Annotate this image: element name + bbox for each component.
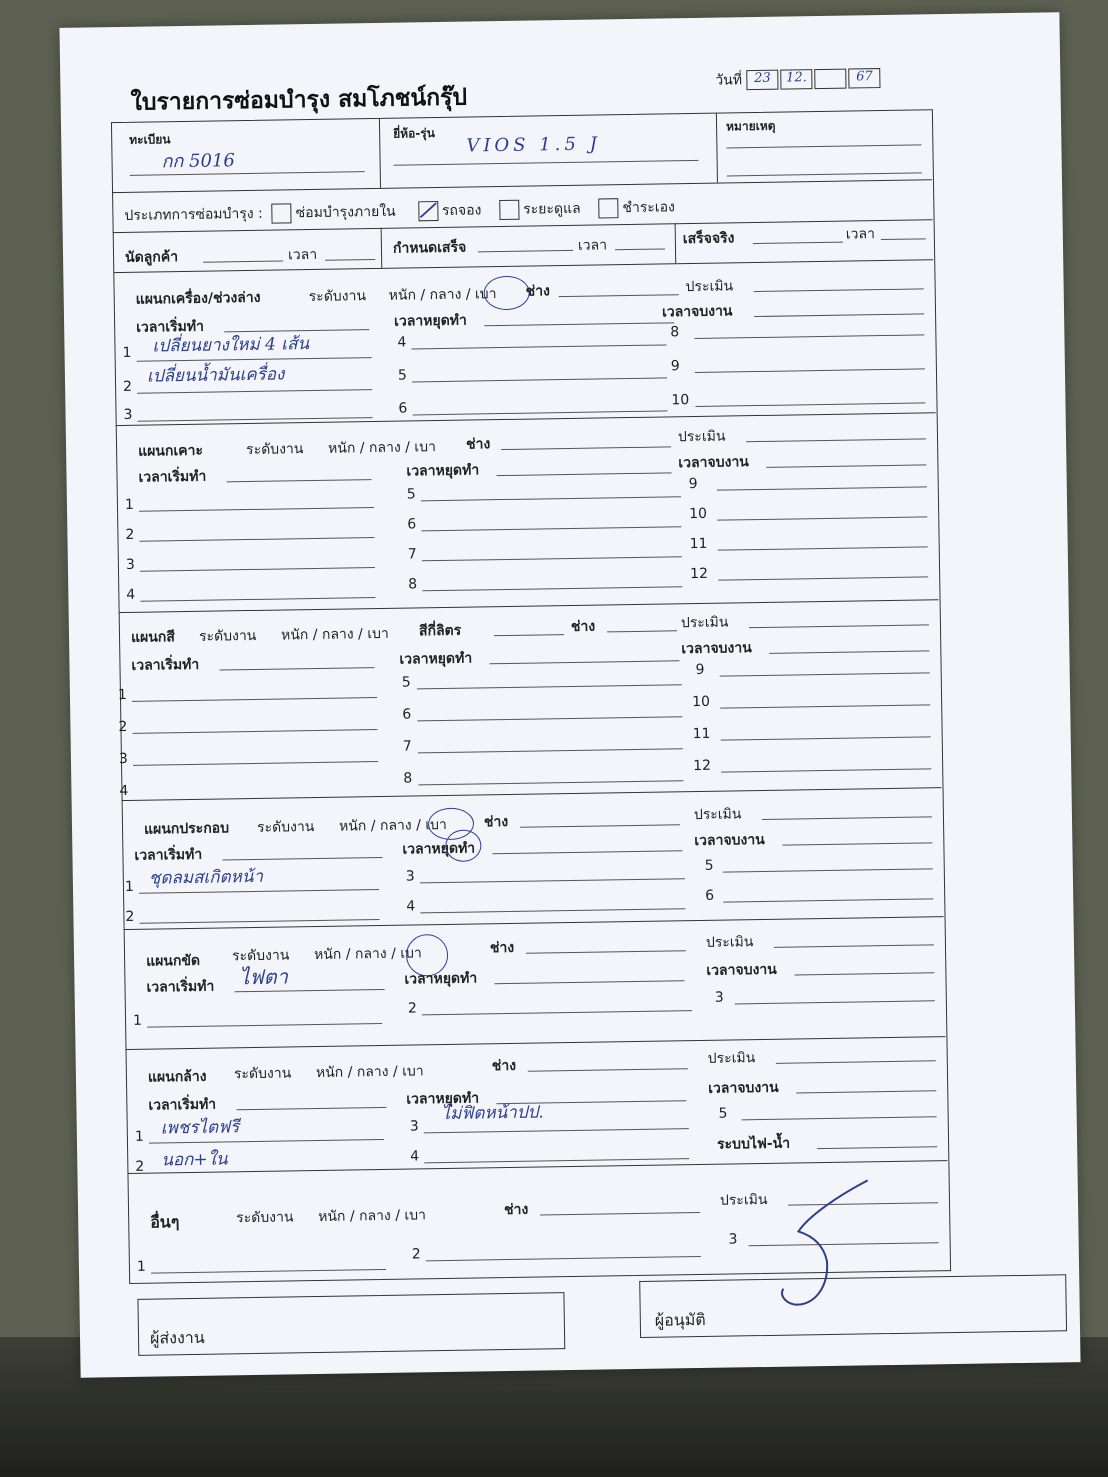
body-num-9: 9 <box>688 475 698 493</box>
polish-levels: หนัก / กลาง / เบา <box>313 945 422 964</box>
wash-entry-1[interactable]: เพชรไตฟรี <box>160 1117 240 1139</box>
engine-level-label: ระดับงาน <box>308 288 367 306</box>
assembly-num-3: 3 <box>405 868 415 885</box>
option-selfpay: ชำระเอง <box>622 199 676 217</box>
checkbox-internal[interactable] <box>272 203 292 223</box>
engine-num-9: 9 <box>670 358 680 375</box>
other-num-2: 2 <box>411 1246 421 1263</box>
wash-eval-label: ประเมิน <box>707 1050 756 1067</box>
wash-entry-3[interactable]: ไม่ฟิตหน้าปป. <box>441 1102 544 1125</box>
other-eval-label: ประเมิน <box>719 1191 768 1209</box>
engine-num-3: 3 <box>123 406 133 423</box>
engine-pause-label: เวลาหยุดทำ <box>393 312 467 330</box>
engine-tech-label: ช่าง <box>525 283 550 300</box>
actual-time-label: เวลา <box>845 226 876 243</box>
body-num-1: 1 <box>124 496 135 513</box>
appointment-time-label: เวลา <box>287 246 318 264</box>
actual-label: เสร็จจริง <box>682 230 735 248</box>
assembly-num-1: 1 <box>124 878 135 896</box>
engine-num-8: 8 <box>670 324 680 341</box>
other-num-3: 3 <box>728 1231 738 1248</box>
body-num-10: 10 <box>689 505 708 523</box>
assembly-title: แผนกประกอบ <box>143 820 230 838</box>
option-reserved: รถจอง <box>441 202 482 219</box>
wash-level-label: ระดับงาน <box>233 1065 292 1083</box>
appointment-label: นัดลูกค้า <box>124 249 179 266</box>
wash-start-label: เวลาเริ่มทำ <box>148 1096 217 1114</box>
polish-title: แผนกขัด <box>146 952 201 970</box>
paint-start-label: เวลาเริ่มทำ <box>131 656 200 674</box>
other-level-label: ระดับงาน <box>236 1209 294 1227</box>
assembly-num-2: 2 <box>125 908 135 926</box>
body-num-5: 5 <box>406 486 416 503</box>
paint-num-8: 8 <box>403 770 413 787</box>
brand-value[interactable]: VIOS 1.5 J <box>466 133 601 157</box>
engine-num-2: 2 <box>122 378 133 395</box>
polish-start-value[interactable]: ไฟตา <box>239 964 289 990</box>
other-levels: หนัก / กลาง / เบา <box>318 1207 427 1226</box>
wash-finish-label: เวลาจบงาน <box>708 1079 779 1097</box>
wash-num-3: 3 <box>409 1118 419 1135</box>
engine-entry-1[interactable]: เปลี่ยนยางใหม่ 4 เส้น <box>152 334 310 357</box>
assembly-levels: หนัก / กลาง / เบา <box>338 816 447 835</box>
due-label: กำหนดเสร็จ <box>392 239 467 257</box>
assembly-num-4: 4 <box>406 898 416 915</box>
assembly-entry-1[interactable]: ชุดลมสเกิตหน้า <box>148 866 264 889</box>
wash-levels: หนัก / กลาง / เบา <box>315 1063 424 1082</box>
paint-level-label: ระดับงาน <box>198 627 257 645</box>
paint-finish-label: เวลาจบงาน <box>681 640 752 658</box>
wash-num-2: 2 <box>135 1158 145 1175</box>
polish-num-2: 2 <box>407 1000 417 1017</box>
paint-num-6: 6 <box>402 706 412 723</box>
paint-num-7: 7 <box>402 738 412 755</box>
engine-entry-2[interactable]: เปลี่ยนน้ำมันเครื่อง <box>146 364 285 387</box>
body-title: แผนกเคาะ <box>138 442 204 460</box>
checkbox-reserved[interactable] <box>418 201 438 221</box>
wash-water-label: ระบบไฟ-น้ำ <box>716 1135 791 1153</box>
body-eval-label: ประเมิน <box>677 428 726 446</box>
paint-num-9: 9 <box>695 661 705 679</box>
polish-num-3: 3 <box>714 989 724 1006</box>
polish-eval-label: ประเมิน <box>705 934 754 951</box>
option-care: ระยะดูแล <box>523 200 581 218</box>
assembly-eval-label: ประเมิน <box>693 806 742 824</box>
other-num-1: 1 <box>136 1258 146 1275</box>
assembly-num-6: 6 <box>705 887 715 904</box>
engine-num-10: 10 <box>671 392 690 409</box>
body-num-12: 12 <box>689 565 709 583</box>
wash-entry-2[interactable]: นอก+ใน <box>161 1149 228 1171</box>
assembly-tech-label: ช่าง <box>483 813 509 831</box>
paint-num-10: 10 <box>692 693 711 711</box>
paint-num-3: 3 <box>118 750 128 768</box>
assembly-start-label: เวลาเริ่มทำ <box>134 846 203 864</box>
remark-label: หมายเหตุ <box>725 118 776 134</box>
body-num-8: 8 <box>408 576 418 593</box>
plate-label: ทะเบียน <box>129 132 171 147</box>
polish-start-label: เวลาเริ่มทำ <box>146 978 215 996</box>
plate-value[interactable]: กก 5016 <box>161 150 236 173</box>
date-year[interactable]: 67 <box>848 68 880 89</box>
body-levels: หนัก / กลาง / เบา <box>327 439 437 457</box>
body-num-3: 3 <box>125 556 135 573</box>
paint-num-1: 1 <box>117 686 127 704</box>
checkbox-selfpay[interactable] <box>598 198 618 218</box>
form-title: ใบรายการซ่อมบำรุง สมโภชน์กรุ๊ป <box>130 84 468 116</box>
polish-level-label: ระดับงาน <box>231 947 290 965</box>
paint-title: แผนกสี <box>130 629 175 646</box>
paint-num-12: 12 <box>693 757 712 775</box>
repair-form-sheet <box>59 12 1080 1378</box>
body-start-label: เวลาเริ่มทำ <box>138 468 207 486</box>
date-month[interactable]: 12. <box>780 69 812 90</box>
other-tech-label: ช่าง <box>503 1201 529 1219</box>
sender-label: ผู้ส่งงาน <box>149 1327 205 1348</box>
brand-label: ยี่ห้อ-รุ่น <box>393 126 436 141</box>
body-num-11: 11 <box>689 535 708 553</box>
date-label: วันที่ <box>715 72 743 89</box>
option-internal: ซ่อมบำรุงภายใน <box>295 203 396 222</box>
body-num-7: 7 <box>407 546 417 563</box>
engine-num-4: 4 <box>397 334 407 351</box>
paint-pause-label: เวลาหยุดทำ <box>399 650 473 668</box>
assembly-num-5: 5 <box>704 857 714 874</box>
engine-num-5: 5 <box>397 367 408 384</box>
body-finish-label: เวลาจบงาน <box>678 454 749 472</box>
check-mark-icon <box>418 201 438 221</box>
paint-color-label: สีกี่ลิตร <box>418 622 462 640</box>
date-field <box>715 67 882 92</box>
approver-label: ผู้อนุมัติ <box>654 1309 706 1330</box>
engine-finish-label: เวลาจบงาน <box>661 303 733 321</box>
checkbox-care[interactable] <box>499 200 519 220</box>
assembly-pause-label: เวลาหยุดทำ <box>402 840 476 858</box>
due-time-label: เวลา <box>577 237 608 254</box>
paint-num-4: 4 <box>119 782 129 800</box>
paint-eval-label: ประเมิน <box>680 614 729 632</box>
wash-num-5: 5 <box>718 1105 728 1122</box>
body-pause-label: เวลาหยุดทำ <box>406 462 480 480</box>
engine-num-6: 6 <box>398 400 408 417</box>
body-num-4: 4 <box>126 586 136 603</box>
other-title: อื่นๆ <box>150 1212 180 1232</box>
wash-title: แผนกล้าง <box>147 1068 207 1086</box>
wash-num-4: 4 <box>410 1148 420 1165</box>
date-day[interactable]: 23 <box>746 70 778 91</box>
polish-num-1: 1 <box>132 1012 143 1029</box>
body-num-2: 2 <box>125 526 135 543</box>
body-level-label: ระดับงาน <box>245 441 304 459</box>
engine-eval-label: ประเมิน <box>685 278 734 296</box>
wash-num-1: 1 <box>134 1128 144 1145</box>
wash-tech-label: ช่าง <box>491 1057 517 1075</box>
engine-title: แผนกเครื่อง/ช่วงล่าง <box>135 289 261 308</box>
polish-pause-label: เวลาหยุดทำ <box>404 970 478 988</box>
body-tech-label: ช่าง <box>465 436 491 453</box>
wash-pause-label: เวลาหยุดทำ <box>406 1090 480 1108</box>
assembly-level-label: ระดับงาน <box>256 819 315 836</box>
polish-finish-label: เวลาจบงาน <box>706 961 777 979</box>
paint-num-11: 11 <box>692 725 711 743</box>
date-blank[interactable] <box>814 69 846 90</box>
paint-levels: หนัก / กลาง / เบา <box>280 625 389 644</box>
paint-num-5: 5 <box>401 674 411 691</box>
assembly-finish-label: เวลาจบงาน <box>694 831 765 850</box>
engine-levels: หนัก / กลาง / เบา <box>388 286 497 304</box>
engine-start-label: เวลาเริ่มทำ <box>136 318 205 336</box>
engine-num-1: 1 <box>122 344 132 361</box>
paint-num-2: 2 <box>118 718 128 736</box>
polish-tech-label: ช่าง <box>489 939 515 957</box>
paint-tech-label: ช่าง <box>570 618 596 635</box>
body-num-6: 6 <box>407 516 417 533</box>
signature-icon <box>768 1175 890 1327</box>
repair-type-label: ประเภทการซ่อมบำรุง : <box>124 205 263 224</box>
